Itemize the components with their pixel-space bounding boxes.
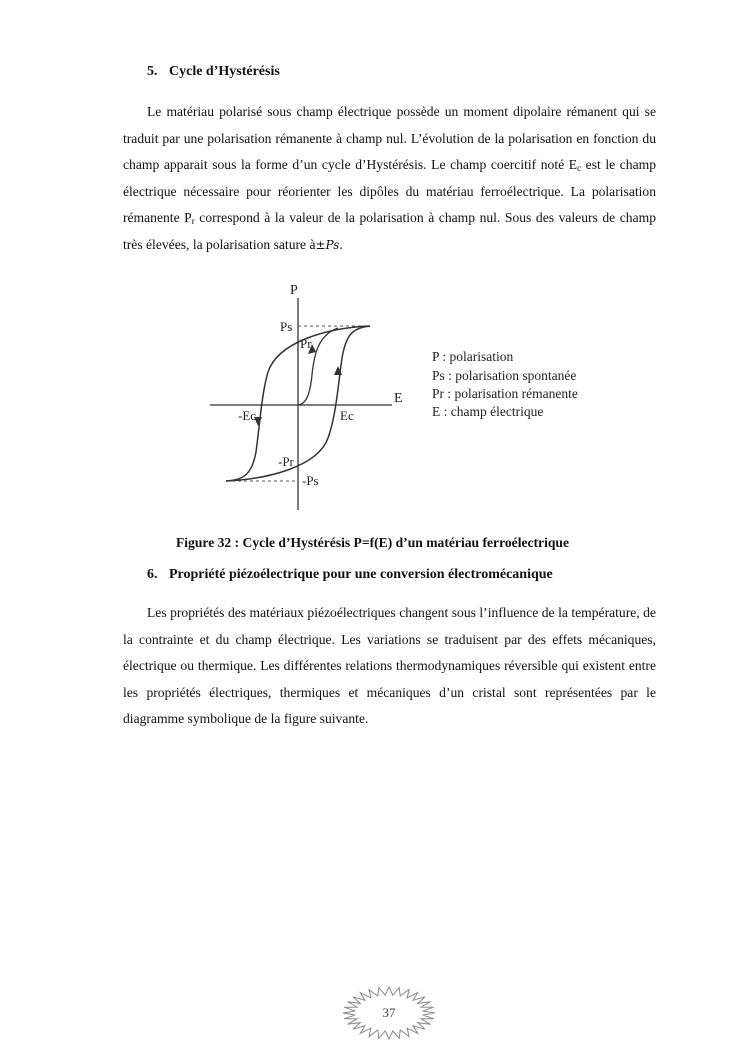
legend-pr: Pr : polarisation rémanente [432,386,578,401]
section-5-number: 5. [147,64,158,79]
paragraph-hysteresis [123,99,656,258]
section-6-number: 6. [147,567,158,582]
axis-label-p: P [290,283,298,298]
legend-p: P : polarisation [432,349,514,364]
hysteresis-figure [200,280,600,512]
paragraph-1-text-a: Le matériau polarisé sous champ électrique possède un moment dipolaire rémanent qui se traduit par une polarisation rémanente à champ nul. L’évolution de la polarisation en fonction du champ apparait sous la forme d’un cycle d’Hystérésis. Le champ coercitif noté E [123,104,656,172]
label-neg-ps: -Ps [302,473,319,488]
plus-minus-ps: ±Ps [315,237,340,252]
page-number: 37 [382,1005,396,1020]
paragraph-1-text-c: correspond à la valeur de la polarisation à champ nul. Sous des valeurs de champ très élevées, la polarisation sature à [123,210,656,252]
label-ps: Ps [280,319,293,334]
section-5-title: Cycle d’Hystérésis [169,64,280,79]
label-neg-ec: -Ec [238,408,257,423]
label-neg-pr: -Pr [278,454,294,469]
section-6-heading [147,566,553,584]
section-5-heading [147,63,280,81]
axis-label-e: E [394,391,403,406]
subscript-r: r [191,216,195,226]
subscript-c: c [577,163,582,173]
page-number-badge [340,985,438,1041]
label-ec: Ec [340,408,354,423]
label-pr: Pr [300,336,312,351]
paragraph-1-text-b: est le champ électrique nécessaire pour réorienter les dipôles du matériau ferroélectrique. La polarisation rémanente P [123,157,657,225]
paragraph-1-end: . [339,236,343,252]
legend-ps: Ps : polarisation spontanée [432,368,577,383]
figure-caption: Figure 32 : Cycle d’Hystérésis P=f(E) d’un matériau ferroélectrique [175,535,570,550]
legend-e: E : champ électrique [432,404,544,419]
section-6-title: Propriété piézoélectrique pour une conversion électromécanique [169,567,553,582]
paragraph-piezo: Les propriétés des matériaux piézoélectriques changent sous l’influence de la température, de la contrainte et du champ électrique. Les variations se traduisent par des effets mécaniques, électrique ou thermique. Les différentes relations thermodynamiques réversible qui existent entre les propriétés électriques, thermiques et mécaniques d’un cristal sont représentées par le diagramme symbolique de la figure suivante. [123,605,656,726]
